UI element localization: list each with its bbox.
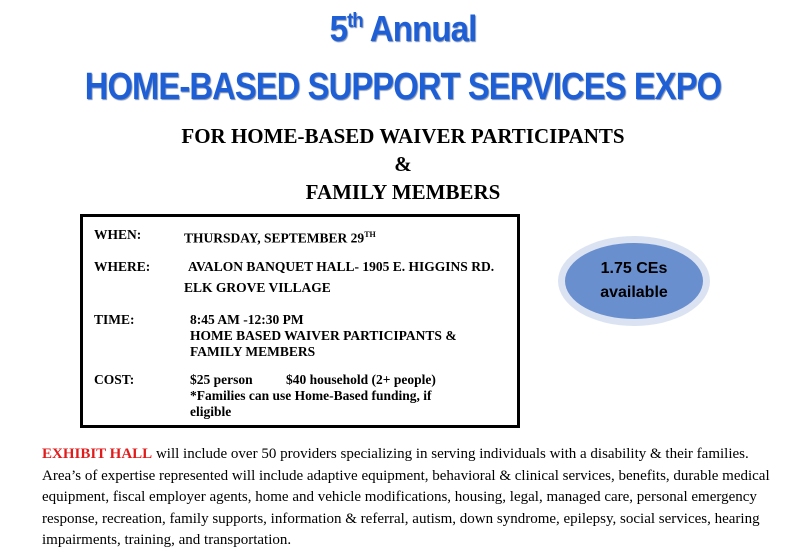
ce-badge-line-1: 1.75 CEs bbox=[600, 260, 668, 277]
where-label: WHERE: bbox=[94, 259, 151, 274]
ce-badge bbox=[558, 236, 710, 326]
when-date: THURSDAY, SEPTEMBER 29 bbox=[184, 230, 365, 246]
where-line-2: ELK GROVE VILLAGE bbox=[184, 280, 331, 295]
annual-word: Annual bbox=[369, 8, 477, 49]
annual-heading bbox=[32, 8, 774, 50]
when-value bbox=[184, 227, 376, 247]
time-line-3: FAMILY MEMBERS bbox=[190, 344, 316, 359]
annual-suffix: th bbox=[347, 10, 363, 32]
cost-note-line-1: *Families can use Home-Based funding, if bbox=[190, 388, 432, 403]
when-date-suffix: TH bbox=[364, 230, 376, 239]
when-label: WHEN: bbox=[94, 227, 142, 242]
expo-title: HOME-BASED SUPPORT SERVICES EXPO bbox=[84, 66, 722, 108]
where-line-1: AVALON BANQUET HALL- 1905 E. HIGGINS RD. bbox=[188, 259, 495, 274]
exhibit-hall-body: will include over 50 providers specializing in serving individuals with a disability & their families. Area’s of expertise represented will include adaptive equipment, behavioral & clinical services, benefits, durable medical equipment, fiscal employer agents, home and vehicle modifications, housing, legal, managed care, personal emergency response, recreation, family supports, information & referral, autism, down syndrome, epilepsy, social services, hearing impairments, training, and transportation. bbox=[42, 446, 770, 549]
ce-badge-inner bbox=[565, 243, 703, 319]
subtitle-line-2: FAMILY MEMBERS bbox=[305, 180, 501, 204]
cost-note-line-2: eligible bbox=[190, 404, 232, 419]
time-label: TIME: bbox=[94, 312, 135, 327]
time-line-1: 8:45 AM -12:30 PM bbox=[190, 312, 304, 327]
subtitle-line-1: FOR HOME-BASED WAIVER PARTICIPANTS bbox=[181, 124, 625, 148]
time-line-2: HOME BASED WAIVER PARTICIPANTS & bbox=[190, 328, 457, 343]
exhibit-hall-paragraph bbox=[42, 444, 782, 552]
cost-label: COST: bbox=[94, 372, 135, 387]
exhibit-hall-lead: EXHIBIT HALL bbox=[42, 446, 153, 462]
ce-badge-line-2: available bbox=[600, 284, 668, 301]
subtitle-ampersand: & bbox=[394, 152, 412, 176]
cost-household: $40 household (2+ people) bbox=[286, 372, 436, 387]
event-details-box bbox=[80, 214, 520, 428]
cost-person: $25 person bbox=[190, 372, 253, 387]
annual-number: 5 bbox=[329, 8, 348, 49]
